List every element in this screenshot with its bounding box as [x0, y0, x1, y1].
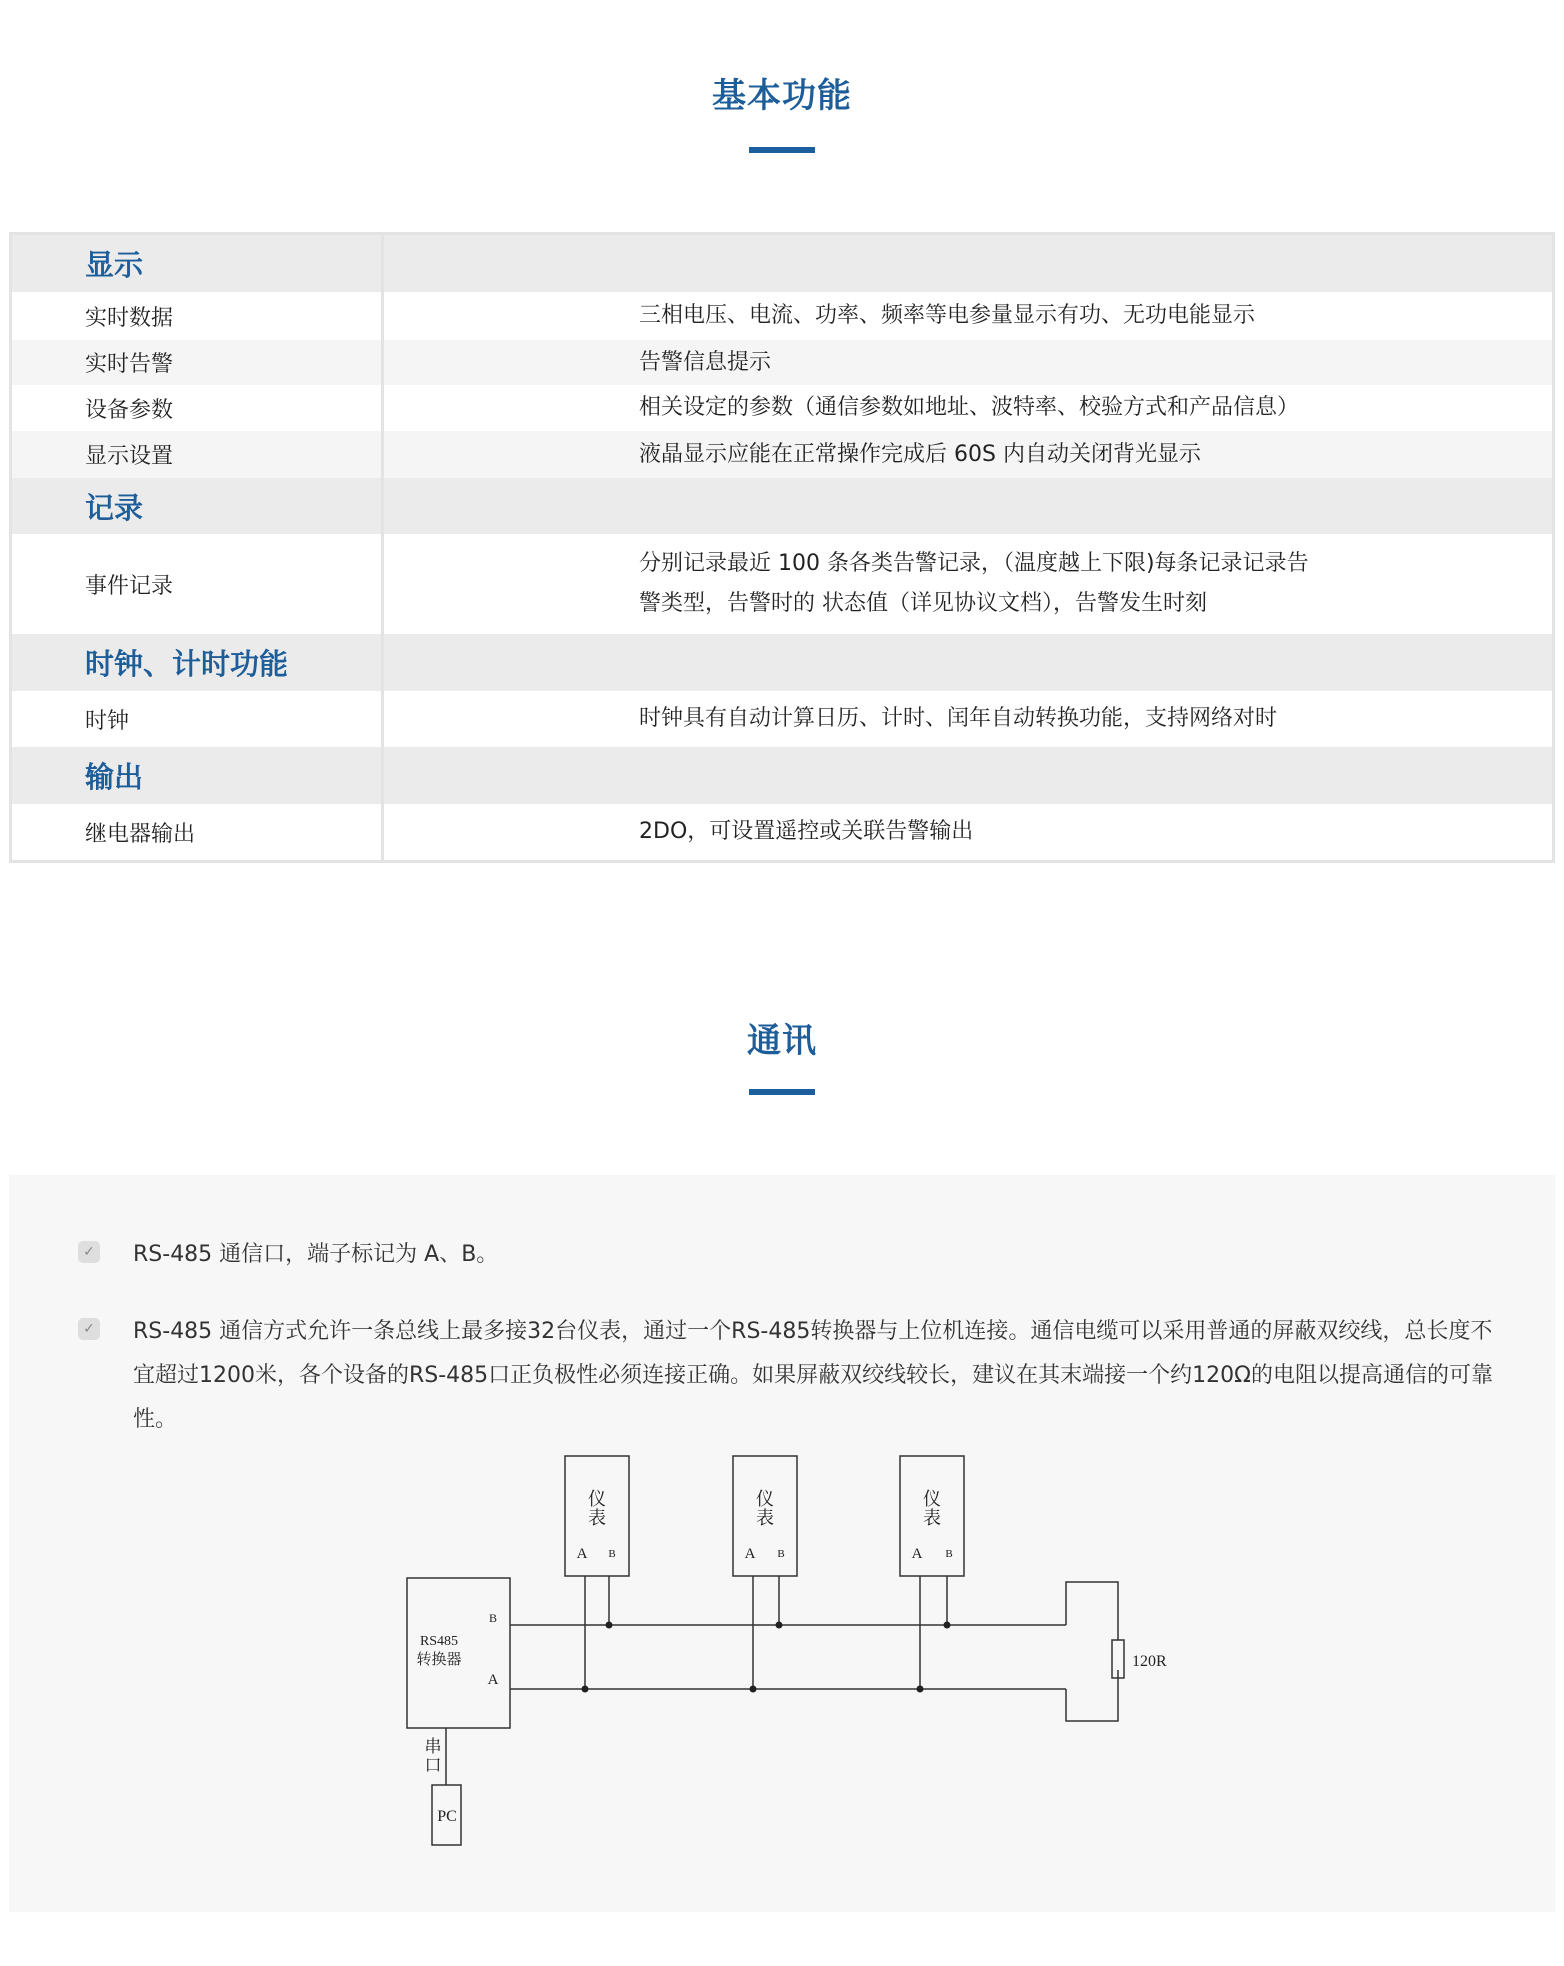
row-desc: 相关设定的参数（通信参数如地址、波特率、校验方式和产品信息）	[639, 395, 1300, 420]
section-title-communication: 通讯	[747, 1021, 817, 1061]
category-label: 输出	[12, 747, 384, 804]
terminal-label: A	[911, 1546, 923, 1562]
terminal-label: A	[744, 1546, 756, 1562]
row-label: 事件记录	[12, 534, 384, 634]
meter-label: 表	[756, 1508, 774, 1528]
junction-dot	[606, 1622, 613, 1629]
category-label: 显示	[12, 235, 384, 292]
category-label: 记录	[12, 478, 384, 534]
junction-dot	[917, 1686, 924, 1693]
check-icon: ✓	[78, 1241, 100, 1263]
serial-label: 口	[424, 1756, 442, 1775]
converter-label: 转换器	[416, 1652, 462, 1668]
row-desc-line-1: 分别记录最近 100 条各类告警记录，（温度越上下限)每条记录记录告	[639, 551, 1309, 576]
row-desc: 2DO，可设置遥控或关联告警输出	[639, 819, 974, 844]
row-label: 实时告警	[12, 340, 384, 385]
category-label: 时钟、计时功能	[12, 634, 384, 691]
terminal-label: B	[777, 1548, 785, 1560]
junction-dot	[944, 1622, 951, 1629]
row-label: 继电器输出	[12, 804, 384, 860]
check-icon: ✓	[78, 1318, 100, 1340]
bullet-text: RS-485 通信方式允许一条总线上最多接32台仪表，通过一个RS-485转换器与上位机连接。通信电缆可以采用普通的屏蔽双绞线，总长度不宜超过1200米，各个设备的RS-485口正负极性必须连接正确。如果屏蔽双绞线较长，建议在其末端接一个约120Ω的电阻以提高通信的可靠性。	[133, 1319, 1493, 1432]
resistor-label: 120R	[1132, 1653, 1167, 1670]
terminal-label: B	[945, 1548, 953, 1560]
row-desc-line-2: 警类型，告警时的 状态值（详见协议文档），告警发生时刻	[639, 591, 1207, 616]
terminal-label: A	[576, 1546, 588, 1562]
terminal-label: B	[608, 1548, 616, 1560]
row-desc: 告警信息提示	[639, 349, 772, 375]
junction-dot	[750, 1686, 757, 1693]
section-title-basic-functions: 基本功能	[712, 76, 852, 116]
row-label: 显示设置	[12, 431, 384, 478]
junction-dot	[582, 1686, 589, 1693]
meter-label: 表	[923, 1508, 941, 1528]
row-desc: 时钟具有自动计算日历、计时、闰年自动转换功能，支持网络对时	[639, 706, 1278, 731]
row-label: 设备参数	[12, 385, 384, 431]
junction-dot	[776, 1622, 783, 1629]
row-desc: 液晶显示应能在正常操作完成后 60S 内自动关闭背光显示	[639, 441, 1201, 467]
row-label: 时钟	[12, 691, 384, 747]
serial-label: 串	[424, 1737, 442, 1756]
meter-label: 表	[588, 1508, 606, 1528]
row-desc: 三相电压、电流、功率、频率等电参量显示有功、无功电能显示	[639, 303, 1256, 328]
meter-label: 仪	[923, 1489, 941, 1509]
converter-label: RS485	[419, 1634, 459, 1649]
converter-terminal-b: B	[488, 1611, 498, 1625]
meter-label: 仪	[588, 1489, 606, 1509]
row-label: 实时数据	[12, 292, 384, 340]
pc-label: PC	[437, 1808, 457, 1825]
bullet-text: RS-485 通信口，端子标记为 A、B。	[133, 1242, 499, 1267]
converter-terminal-a: A	[487, 1672, 499, 1688]
meter-label: 仪	[756, 1489, 774, 1509]
